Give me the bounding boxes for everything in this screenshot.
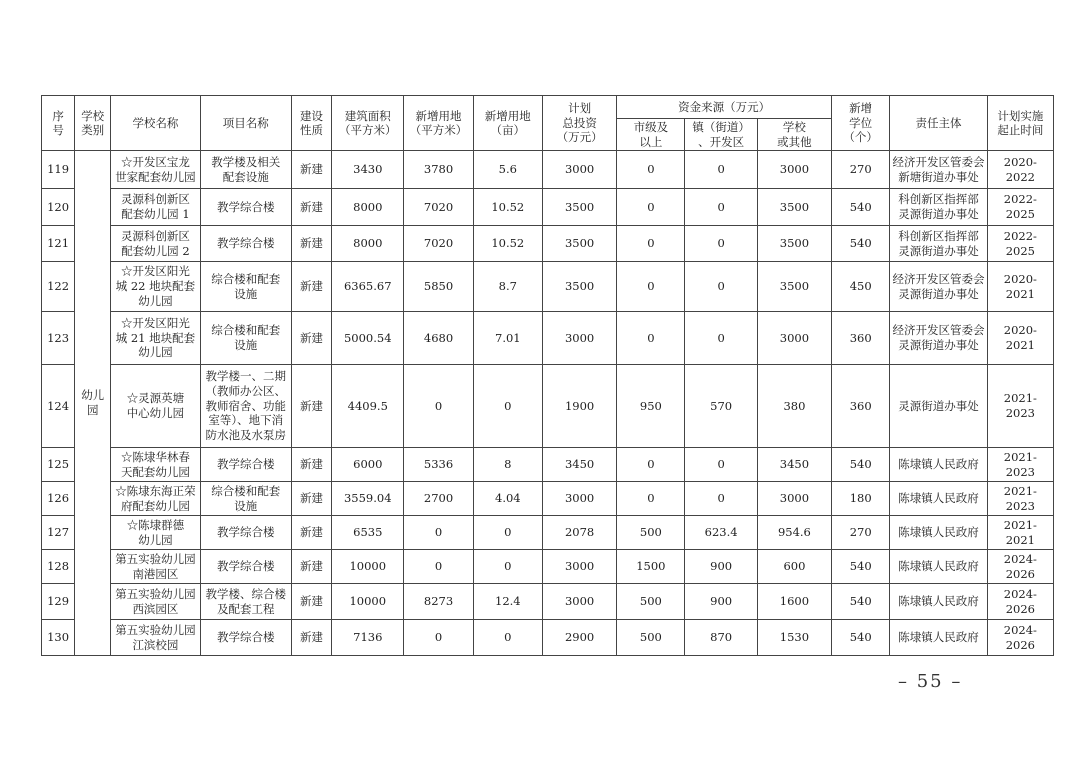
cell-build-type: 新建 bbox=[291, 226, 331, 262]
cell-project-name: 教学综合楼 bbox=[200, 516, 291, 550]
cell-new-seats: 450 bbox=[832, 262, 890, 312]
cell-period: 2021-2023 bbox=[987, 448, 1053, 482]
cell-total-investment: 3000 bbox=[542, 151, 616, 189]
cell-land-mu: 12.4 bbox=[473, 584, 542, 620]
col-header-build-type: 建设 性质 bbox=[291, 96, 331, 151]
cell-town-dev: 900 bbox=[685, 550, 757, 584]
cell-seq: 120 bbox=[42, 189, 75, 226]
cell-city-above: 0 bbox=[617, 151, 685, 189]
cell-floor-area: 8000 bbox=[332, 226, 404, 262]
cell-seq: 126 bbox=[42, 482, 75, 516]
cell-build-type: 新建 bbox=[291, 482, 331, 516]
cell-floor-area: 3559.04 bbox=[332, 482, 404, 516]
cell-school-name: 灵源科创新区 配套幼儿园 2 bbox=[111, 226, 200, 262]
cell-floor-area: 3430 bbox=[332, 151, 404, 189]
cell-town-dev: 570 bbox=[685, 365, 757, 448]
cell-land-mu: 4.04 bbox=[473, 482, 542, 516]
cell-land-sqm: 7020 bbox=[404, 226, 473, 262]
cell-responsible: 科创新区指挥部 灵源街道办事处 bbox=[890, 189, 987, 226]
cell-responsible: 陈埭镇人民政府 bbox=[890, 550, 987, 584]
cell-responsible: 经济开发区管委会 灵源街道办事处 bbox=[890, 312, 987, 365]
cell-city-above: 500 bbox=[617, 620, 685, 656]
cell-school-name: 第五实验幼儿园 江滨校园 bbox=[111, 620, 200, 656]
page-number: – 55 – bbox=[898, 671, 963, 692]
cell-land-mu: 8.7 bbox=[473, 262, 542, 312]
cell-build-type: 新建 bbox=[291, 516, 331, 550]
cell-period: 2021-2021 bbox=[987, 516, 1053, 550]
cell-seq: 129 bbox=[42, 584, 75, 620]
cell-town-dev: 900 bbox=[685, 584, 757, 620]
cell-school-name: ☆陈埭东海正荣 府配套幼儿园 bbox=[111, 482, 200, 516]
cell-seq: 122 bbox=[42, 262, 75, 312]
col-header-period: 计划实施 起止时间 bbox=[987, 96, 1053, 151]
cell-total-investment: 3500 bbox=[542, 226, 616, 262]
cell-city-above: 500 bbox=[617, 516, 685, 550]
cell-responsible: 陈埭镇人民政府 bbox=[890, 448, 987, 482]
col-header-school-other: 学校 或其他 bbox=[757, 119, 831, 151]
cell-project-name: 综合楼和配套 设施 bbox=[200, 482, 291, 516]
cell-land-mu: 5.6 bbox=[473, 151, 542, 189]
cell-new-seats: 270 bbox=[832, 151, 890, 189]
cell-school-other: 954.6 bbox=[757, 516, 831, 550]
table-row bbox=[42, 448, 1054, 482]
cell-school-name: ☆开发区宝龙 世家配套幼儿园 bbox=[111, 151, 200, 189]
cell-seq: 124 bbox=[42, 365, 75, 448]
col-header-project-name: 项目名称 bbox=[200, 96, 291, 151]
cell-responsible: 科创新区指挥部 灵源街道办事处 bbox=[890, 226, 987, 262]
cell-floor-area: 6000 bbox=[332, 448, 404, 482]
cell-total-investment: 3450 bbox=[542, 448, 616, 482]
cell-school-name: 第五实验幼儿园 西滨园区 bbox=[111, 584, 200, 620]
cell-build-type: 新建 bbox=[291, 312, 331, 365]
col-header-responsible: 责任主体 bbox=[890, 96, 987, 151]
cell-period: 2021-2023 bbox=[987, 365, 1053, 448]
cell-town-dev: 0 bbox=[685, 151, 757, 189]
cell-period: 2022-2025 bbox=[987, 189, 1053, 226]
cell-period: 2024-2026 bbox=[987, 620, 1053, 656]
cell-floor-area: 6365.67 bbox=[332, 262, 404, 312]
cell-period: 2024-2026 bbox=[987, 550, 1053, 584]
table-row bbox=[42, 312, 1054, 365]
cell-period: 2024-2026 bbox=[987, 584, 1053, 620]
table-row bbox=[42, 151, 1054, 189]
cell-town-dev: 623.4 bbox=[685, 516, 757, 550]
cell-city-above: 0 bbox=[617, 189, 685, 226]
cell-period: 2022-2025 bbox=[987, 226, 1053, 262]
cell-school-other: 1530 bbox=[757, 620, 831, 656]
cell-seq: 128 bbox=[42, 550, 75, 584]
cell-land-sqm: 0 bbox=[404, 365, 473, 448]
cell-project-name: 综合楼和配套 设施 bbox=[200, 312, 291, 365]
table-row bbox=[42, 262, 1054, 312]
cell-category: 幼儿 园 bbox=[75, 151, 111, 656]
cell-land-sqm: 3780 bbox=[404, 151, 473, 189]
cell-seq: 119 bbox=[42, 151, 75, 189]
cell-new-seats: 540 bbox=[832, 620, 890, 656]
cell-project-name: 综合楼和配套 设施 bbox=[200, 262, 291, 312]
table-header bbox=[42, 96, 1054, 151]
cell-project-name: 教学综合楼 bbox=[200, 226, 291, 262]
cell-school-other: 3000 bbox=[757, 151, 831, 189]
cell-city-above: 0 bbox=[617, 226, 685, 262]
cell-project-name: 教学综合楼 bbox=[200, 620, 291, 656]
col-header-town-dev: 镇（街道） 、开发区 bbox=[685, 119, 757, 151]
cell-responsible: 陈埭镇人民政府 bbox=[890, 516, 987, 550]
cell-new-seats: 360 bbox=[832, 312, 890, 365]
col-header-floor-area: 建筑面积 （平方米） bbox=[332, 96, 404, 151]
cell-school-other: 3500 bbox=[757, 189, 831, 226]
cell-floor-area: 8000 bbox=[332, 189, 404, 226]
cell-school-name: 第五实验幼儿园 南港园区 bbox=[111, 550, 200, 584]
cell-city-above: 0 bbox=[617, 262, 685, 312]
cell-school-name: ☆开发区阳光 城 21 地块配套 幼儿园 bbox=[111, 312, 200, 365]
cell-land-mu: 0 bbox=[473, 620, 542, 656]
cell-total-investment: 3000 bbox=[542, 550, 616, 584]
cell-responsible: 经济开发区管委会 新塘街道办事处 bbox=[890, 151, 987, 189]
cell-project-name: 教学综合楼 bbox=[200, 550, 291, 584]
cell-town-dev: 0 bbox=[685, 226, 757, 262]
cell-land-mu: 8 bbox=[473, 448, 542, 482]
cell-land-mu: 0 bbox=[473, 550, 542, 584]
cell-school-other: 3000 bbox=[757, 482, 831, 516]
cell-new-seats: 360 bbox=[832, 365, 890, 448]
table-row bbox=[42, 550, 1054, 584]
cell-new-seats: 180 bbox=[832, 482, 890, 516]
table-row bbox=[42, 516, 1054, 550]
cell-school-name: ☆开发区阳光 城 22 地块配套 幼儿园 bbox=[111, 262, 200, 312]
col-header-seq: 序 号 bbox=[42, 96, 75, 151]
cell-town-dev: 0 bbox=[685, 262, 757, 312]
cell-project-name: 教学楼及相关 配套设施 bbox=[200, 151, 291, 189]
table-row bbox=[42, 365, 1054, 448]
cell-total-investment: 3000 bbox=[542, 312, 616, 365]
cell-town-dev: 870 bbox=[685, 620, 757, 656]
cell-build-type: 新建 bbox=[291, 448, 331, 482]
cell-land-sqm: 0 bbox=[404, 620, 473, 656]
cell-floor-area: 10000 bbox=[332, 584, 404, 620]
cell-build-type: 新建 bbox=[291, 550, 331, 584]
cell-school-name: ☆陈埭群德 幼儿园 bbox=[111, 516, 200, 550]
cell-project-name: 教学楼一、二期 （教师办公区、 教师宿舍、功能 室等）、地下消 防水池及水泵房 bbox=[200, 365, 291, 448]
cell-land-mu: 10.52 bbox=[473, 226, 542, 262]
cell-land-mu: 0 bbox=[473, 516, 542, 550]
col-header-land-sqm: 新增用地 （平方米） bbox=[404, 96, 473, 151]
cell-town-dev: 0 bbox=[685, 448, 757, 482]
cell-city-above: 1500 bbox=[617, 550, 685, 584]
school-project-table bbox=[41, 95, 1054, 656]
cell-new-seats: 540 bbox=[832, 226, 890, 262]
cell-floor-area: 5000.54 bbox=[332, 312, 404, 365]
cell-build-type: 新建 bbox=[291, 365, 331, 448]
cell-seq: 121 bbox=[42, 226, 75, 262]
cell-build-type: 新建 bbox=[291, 584, 331, 620]
cell-school-other: 1600 bbox=[757, 584, 831, 620]
table-row bbox=[42, 226, 1054, 262]
cell-build-type: 新建 bbox=[291, 189, 331, 226]
cell-school-other: 3000 bbox=[757, 312, 831, 365]
cell-city-above: 500 bbox=[617, 584, 685, 620]
cell-total-investment: 3500 bbox=[542, 189, 616, 226]
cell-school-name: 灵源科创新区 配套幼儿园 1 bbox=[111, 189, 200, 226]
cell-land-sqm: 0 bbox=[404, 550, 473, 584]
cell-responsible: 灵源街道办事处 bbox=[890, 365, 987, 448]
cell-land-mu: 7.01 bbox=[473, 312, 542, 365]
table-row bbox=[42, 620, 1054, 656]
cell-floor-area: 6535 bbox=[332, 516, 404, 550]
cell-school-other: 3500 bbox=[757, 262, 831, 312]
cell-project-name: 教学综合楼 bbox=[200, 189, 291, 226]
cell-new-seats: 540 bbox=[832, 550, 890, 584]
cell-responsible: 陈埭镇人民政府 bbox=[890, 584, 987, 620]
cell-land-sqm: 5336 bbox=[404, 448, 473, 482]
col-header-city-above: 市级及 以上 bbox=[617, 119, 685, 151]
col-header-land-mu: 新增用地 （亩） bbox=[473, 96, 542, 151]
cell-seq: 130 bbox=[42, 620, 75, 656]
cell-seq: 127 bbox=[42, 516, 75, 550]
cell-land-sqm: 8273 bbox=[404, 584, 473, 620]
table-row bbox=[42, 482, 1054, 516]
cell-period: 2021-2023 bbox=[987, 482, 1053, 516]
cell-school-other: 3450 bbox=[757, 448, 831, 482]
col-header-school-name: 学校名称 bbox=[111, 96, 200, 151]
cell-floor-area: 10000 bbox=[332, 550, 404, 584]
cell-total-investment: 1900 bbox=[542, 365, 616, 448]
cell-period: 2020-2022 bbox=[987, 151, 1053, 189]
col-header-new-seats: 新增 学位 （个） bbox=[832, 96, 890, 151]
cell-school-other: 600 bbox=[757, 550, 831, 584]
table-row bbox=[42, 584, 1054, 620]
cell-land-mu: 0 bbox=[473, 365, 542, 448]
cell-new-seats: 540 bbox=[832, 448, 890, 482]
cell-total-investment: 3000 bbox=[542, 482, 616, 516]
cell-land-sqm: 5850 bbox=[404, 262, 473, 312]
cell-school-other: 3500 bbox=[757, 226, 831, 262]
cell-new-seats: 270 bbox=[832, 516, 890, 550]
cell-land-sqm: 4680 bbox=[404, 312, 473, 365]
col-header-category: 学校 类别 bbox=[75, 96, 111, 151]
cell-build-type: 新建 bbox=[291, 262, 331, 312]
cell-period: 2020-2021 bbox=[987, 262, 1053, 312]
cell-total-investment: 3500 bbox=[542, 262, 616, 312]
cell-city-above: 0 bbox=[617, 448, 685, 482]
cell-city-above: 0 bbox=[617, 312, 685, 365]
cell-school-other: 380 bbox=[757, 365, 831, 448]
cell-city-above: 950 bbox=[617, 365, 685, 448]
cell-floor-area: 7136 bbox=[332, 620, 404, 656]
col-header-funding-source: 资金来源（万元） bbox=[617, 96, 832, 119]
cell-city-above: 0 bbox=[617, 482, 685, 516]
table-row bbox=[42, 189, 1054, 226]
table-body bbox=[42, 151, 1054, 656]
cell-build-type: 新建 bbox=[291, 620, 331, 656]
cell-project-name: 教学楼、综合楼 及配套工程 bbox=[200, 584, 291, 620]
cell-land-sqm: 2700 bbox=[404, 482, 473, 516]
cell-responsible: 经济开发区管委会 灵源街道办事处 bbox=[890, 262, 987, 312]
cell-project-name: 教学综合楼 bbox=[200, 448, 291, 482]
cell-total-investment: 2078 bbox=[542, 516, 616, 550]
cell-period: 2020-2021 bbox=[987, 312, 1053, 365]
cell-school-name: ☆灵源英塘 中心幼儿园 bbox=[111, 365, 200, 448]
cell-new-seats: 540 bbox=[832, 189, 890, 226]
cell-town-dev: 0 bbox=[685, 189, 757, 226]
col-header-total-investment: 计划 总投资 （万元） bbox=[542, 96, 616, 151]
cell-town-dev: 0 bbox=[685, 312, 757, 365]
cell-build-type: 新建 bbox=[291, 151, 331, 189]
cell-land-mu: 10.52 bbox=[473, 189, 542, 226]
cell-land-sqm: 7020 bbox=[404, 189, 473, 226]
cell-school-name: ☆陈埭华林春 天配套幼儿园 bbox=[111, 448, 200, 482]
cell-floor-area: 4409.5 bbox=[332, 365, 404, 448]
cell-land-sqm: 0 bbox=[404, 516, 473, 550]
cell-total-investment: 3000 bbox=[542, 584, 616, 620]
cell-responsible: 陈埭镇人民政府 bbox=[890, 620, 987, 656]
cell-seq: 125 bbox=[42, 448, 75, 482]
cell-new-seats: 540 bbox=[832, 584, 890, 620]
cell-seq: 123 bbox=[42, 312, 75, 365]
cell-town-dev: 0 bbox=[685, 482, 757, 516]
cell-responsible: 陈埭镇人民政府 bbox=[890, 482, 987, 516]
cell-total-investment: 2900 bbox=[542, 620, 616, 656]
